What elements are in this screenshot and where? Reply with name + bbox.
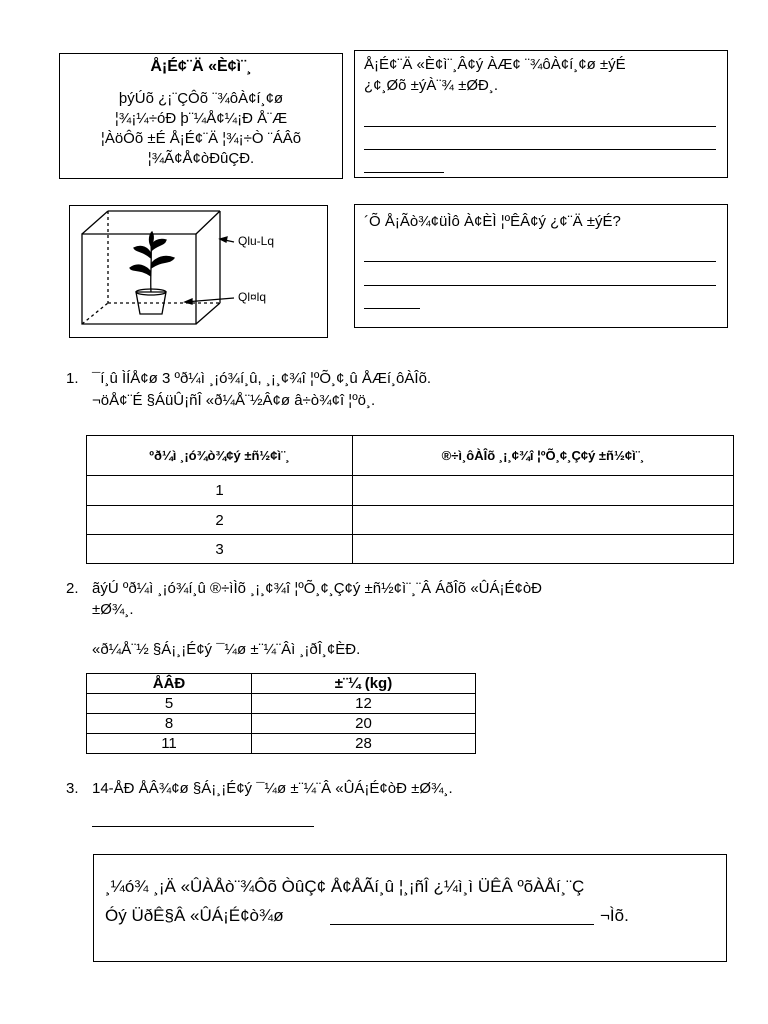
title-box-line: þýÚõ ¿¡¨ÇÔõ ¨¾ôÀ¢í¸¢ø [118,90,284,107]
title-box-line: ¦¾Ã¢Å¢òÐûÇÐ. [147,150,255,167]
q3-answer-line[interactable] [92,826,314,827]
glass-box-edge [82,211,108,234]
glass-box-edge [196,211,220,234]
figure-box [69,205,328,338]
definition-line1: ¸¼ó¾ ¸¡Ä «ÛÀÅò¨¾Ôõ ÒûÇ¢ Å¢ÅÃí¸û ¦¸¡ñÎ ¿¼ì¸ì ÜÊÂ ºõÀÅí¸¨Ç [105,877,585,896]
q2-table-header: ÅÂÐ [87,674,252,694]
q1-line1: ¯í¸û ÌÍÅ¢ø 3 ºð¼ì ¸¡ó¾í¸û, ¸¡¸¢¾î ¦ºÕ¸¢¸û ÅÆí¸ôÀÎõ. [92,370,432,387]
definition-answer-line[interactable] [330,924,594,925]
q2-table-cell: 28 [252,734,476,754]
q2-table-cell: 11 [87,734,252,754]
q2-table-cell: 12 [252,694,476,714]
answer-line[interactable] [364,285,716,286]
q1-table-answer-cell[interactable] [353,476,734,506]
title-box [59,53,343,179]
q1-table-cell: 3 [87,535,353,564]
leaf [151,256,174,268]
q2-line3: «ð¼Å¨½ §Á¡¸¡É¢ý ¯¼ø ±¨¼¨Âì ¸¡ðÎ¸¢ÈÐ. [92,641,361,658]
plant-in-box-illustration [70,206,326,336]
q1-table-header: ºð¼ì ¸¡ó¾ò¾¢ý ±ñ½¢ì¨¸ [87,436,353,476]
q1-table-cell: 2 [87,506,353,535]
question-box-top-line1: Å¡É¢¨Ä «È¢ì¨¸Â¢ý ÀÆ¢ ¨¾ôÀ¢í¸¢ø ±ýÉ [364,56,626,73]
answer-line[interactable] [364,308,420,309]
answer-line[interactable] [364,126,716,127]
question-box-middle [354,204,728,328]
answer-line[interactable] [364,172,444,173]
q1-table-answer-cell[interactable] [353,535,734,564]
q2-line2: ±Ø¾¸. [92,601,134,618]
q2-table-cell: 20 [252,714,476,734]
q2-table-cell: 5 [87,694,252,714]
label-glass-box: Qlu-Lq [238,234,275,248]
glass-box-edge [196,303,220,324]
q1-line2: ¬öÅ¢¨É §ÁüÛ¡ñÎ «ð¼Å¨½Â¢ø â÷ò¾¢î ¦ºö¸. [92,392,376,409]
q2-number: 2. [66,580,79,597]
leaf [130,265,151,276]
q3-line1: 14-ÅÐ ÅÂ¾¢ø §Á¡¸¡É¢ý ¯¼ø ±¨¼¨Â «ÛÁ¡É¢òÐ ±Ø¾¸. [92,780,453,797]
q1-table-cell: 1 [87,476,353,506]
q3-number: 3. [66,780,79,797]
question-box-middle-line1: ´Õ Å¡Ãò¾¢üÌô À¢ÈÌ ¦ºÊÂ¢ý ¿¢¨Ä ±ýÉ? [364,213,621,230]
q2-table [86,673,476,754]
definition-line2-end: ¬Ìõ. [600,906,629,925]
question-box-top-line2: ¿¢¸Øõ ±ýÀ¨¾ ±ØÐ¸. [364,77,498,94]
definition-line2: Óý ÜðÊ§Â «ÛÁ¡É¢ò¾ø [105,906,284,925]
title-box-line: ¦¾¡¼÷óÐ þ¨¼Å¢¼¡Ð Å¨Æ [114,110,288,127]
q2-table-cell: 8 [87,714,252,734]
q1-table [86,435,734,564]
title-text: Å¡É¢¨Ä «È¢ì¨¸ [150,58,252,75]
label-pot: Ql¤lq [238,290,267,304]
answer-line[interactable] [364,149,716,150]
q1-table-answer-cell[interactable] [353,506,734,535]
title-box-line: ¦ÀöÔõ ±É Å¡É¢¨Ä ¦¾¡÷Ò ¨ÁÂõ [100,130,302,147]
q2-line1: ãýÚ ºð¼ì ¸¡ó¾í¸û ®÷ìÌõ ¸¡¸¢¾î ¦ºÕ¸¢¸Ç¢ý ±ñ½¢ì¨¸¨Â ÁðÎõ «ÛÁ¡É¢òÐ [92,580,543,597]
answer-line[interactable] [364,261,716,262]
question-box-top [354,50,728,178]
leaf [134,246,151,258]
q1-number: 1. [66,370,79,387]
definition-box [93,854,727,962]
q1-table-header: ®÷ì¸ôÀÎõ ¸¡¸¢¾î ¦ºÕ¸¢¸Ç¢ý ±ñ½¢ì¨¸ [353,436,734,476]
q2-table-header: ±¨¼ (kg) [252,674,476,694]
